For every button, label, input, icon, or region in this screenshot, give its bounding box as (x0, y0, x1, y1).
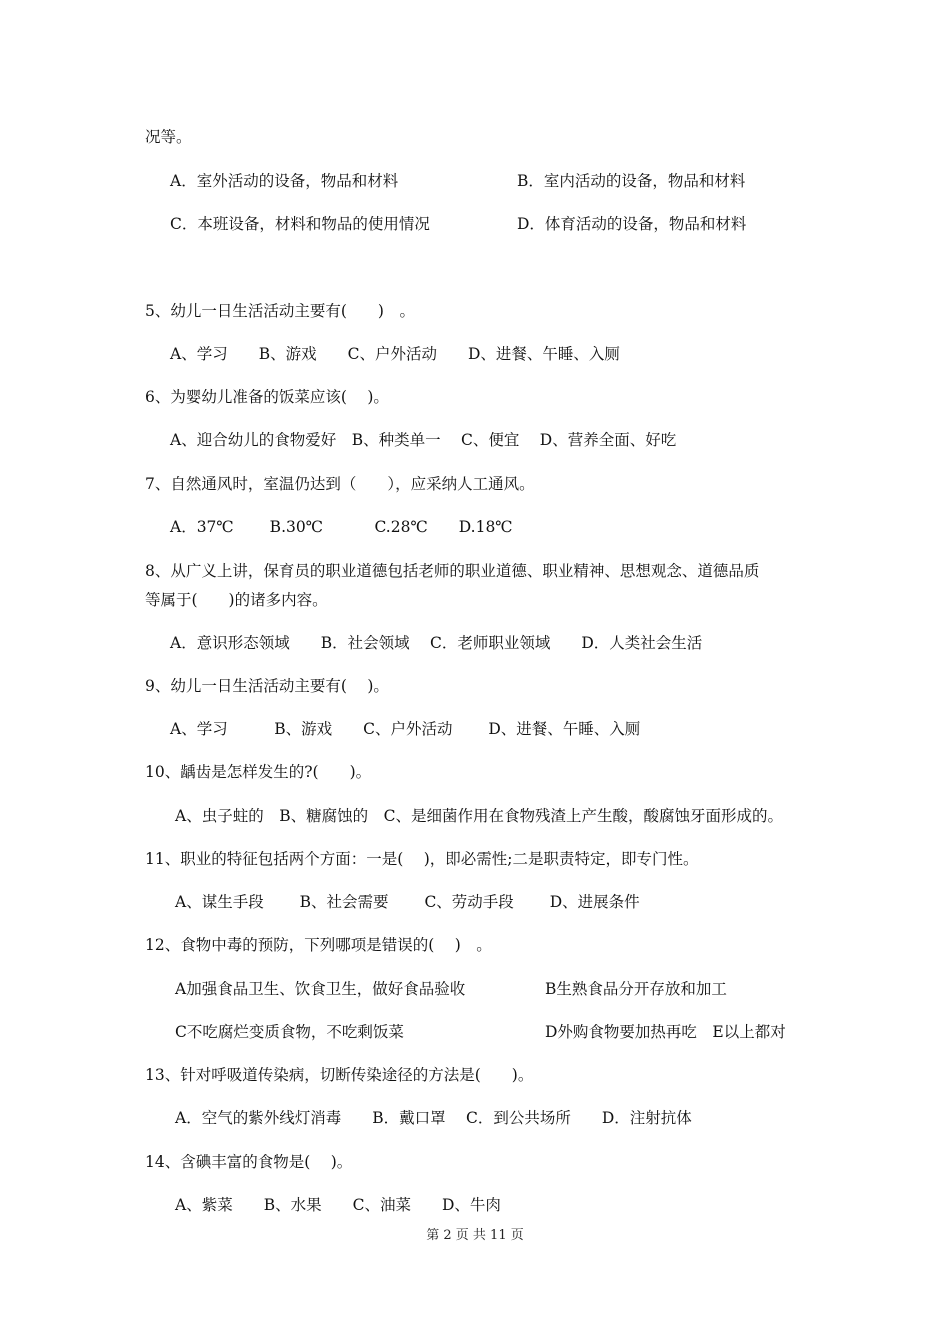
question-12-option-a: A加强食品卫生、饮食卫生，做好食品验收 (175, 980, 466, 998)
question-12-option-b: B生熟食品分开存放和加工 (545, 980, 727, 998)
question-10-options: A、虫子蛀的 B、糖腐蚀的 C、是细菌作用在食物残渣上产生酸，酸腐蚀牙面形成的。 (175, 807, 783, 825)
question-13-options: A．空气的紫外线灯消毒 B．戴口罩 C．到公共场所 D．注射抗体 (175, 1109, 692, 1127)
continuation-text: 况等。 (145, 128, 192, 146)
question-7-options: A．37℃ B.30℃ C.28℃ D.18℃ (170, 518, 513, 536)
option-c: C．本班设备，材料和物品的使用情况 (170, 215, 430, 233)
question-7-stem: 7、自然通风时，室温仍达到（ ），应采纳人工通风。 (145, 475, 535, 493)
question-11-stem: 11、职业的特征包括两个方面：一是( )，即必需性;二是职责特定，即专门性。 (145, 850, 699, 868)
question-9-stem: 9、幼儿一日生活活动主要有( )。 (145, 677, 389, 695)
option-a: A．室外活动的设备，物品和材料 (170, 172, 399, 190)
question-12-option-c: C不吃腐烂变质食物，不吃剩饭菜 (175, 1023, 404, 1041)
question-14-stem: 14、含碘丰富的食物是( )。 (145, 1153, 353, 1171)
option-d: D．体育活动的设备，物品和材料 (517, 215, 747, 233)
question-10-stem: 10、龋齿是怎样发生的?( )。 (145, 763, 372, 781)
question-5-stem: 5、幼儿一日生活活动主要有( ) 。 (145, 302, 415, 320)
option-b: B．室内活动的设备，物品和材料 (517, 172, 746, 190)
question-5-options: A、学习 B、游戏 C、户外活动 D、进餐、午睡、入厕 (170, 345, 620, 363)
question-8-stem-line-1: 8、从广义上讲，保育员的职业道德包括老师的职业道德、职业精神、思想观念、道德品质 (145, 562, 760, 580)
question-9-options: A、学习 B、游戏 C、户外活动 D、进餐、午睡、入厕 (170, 720, 641, 738)
question-14-options: A、紫菜 B、水果 C、油菜 D、牛肉 (175, 1196, 501, 1214)
question-13-stem: 13、针对呼吸道传染病，切断传染途径的方法是( )。 (145, 1066, 534, 1084)
question-11-options: A、谋生手段 B、社会需要 C、劳动手段 D、进展条件 (175, 893, 640, 911)
question-6-options: A、迎合幼儿的食物爱好 B、种类单一 C、便宜 D、营养全面、好吃 (170, 431, 677, 449)
page-number-footer: 第 2 页 共 11 页 (426, 1228, 524, 1243)
question-8-options: A．意识形态领域 B．社会领域 C．老师职业领域 D．人类社会生活 (170, 634, 703, 652)
question-12-option-d: D外购食物要加热再吃 E以上都对 (545, 1023, 786, 1041)
question-8-stem-line-2: 等属于( )的诸多内容。 (145, 591, 328, 609)
question-6-stem: 6、为婴幼儿准备的饭菜应该( )。 (145, 388, 389, 406)
question-12-stem: 12、食物中毒的预防，下列哪项是错误的( ) 。 (145, 936, 492, 954)
